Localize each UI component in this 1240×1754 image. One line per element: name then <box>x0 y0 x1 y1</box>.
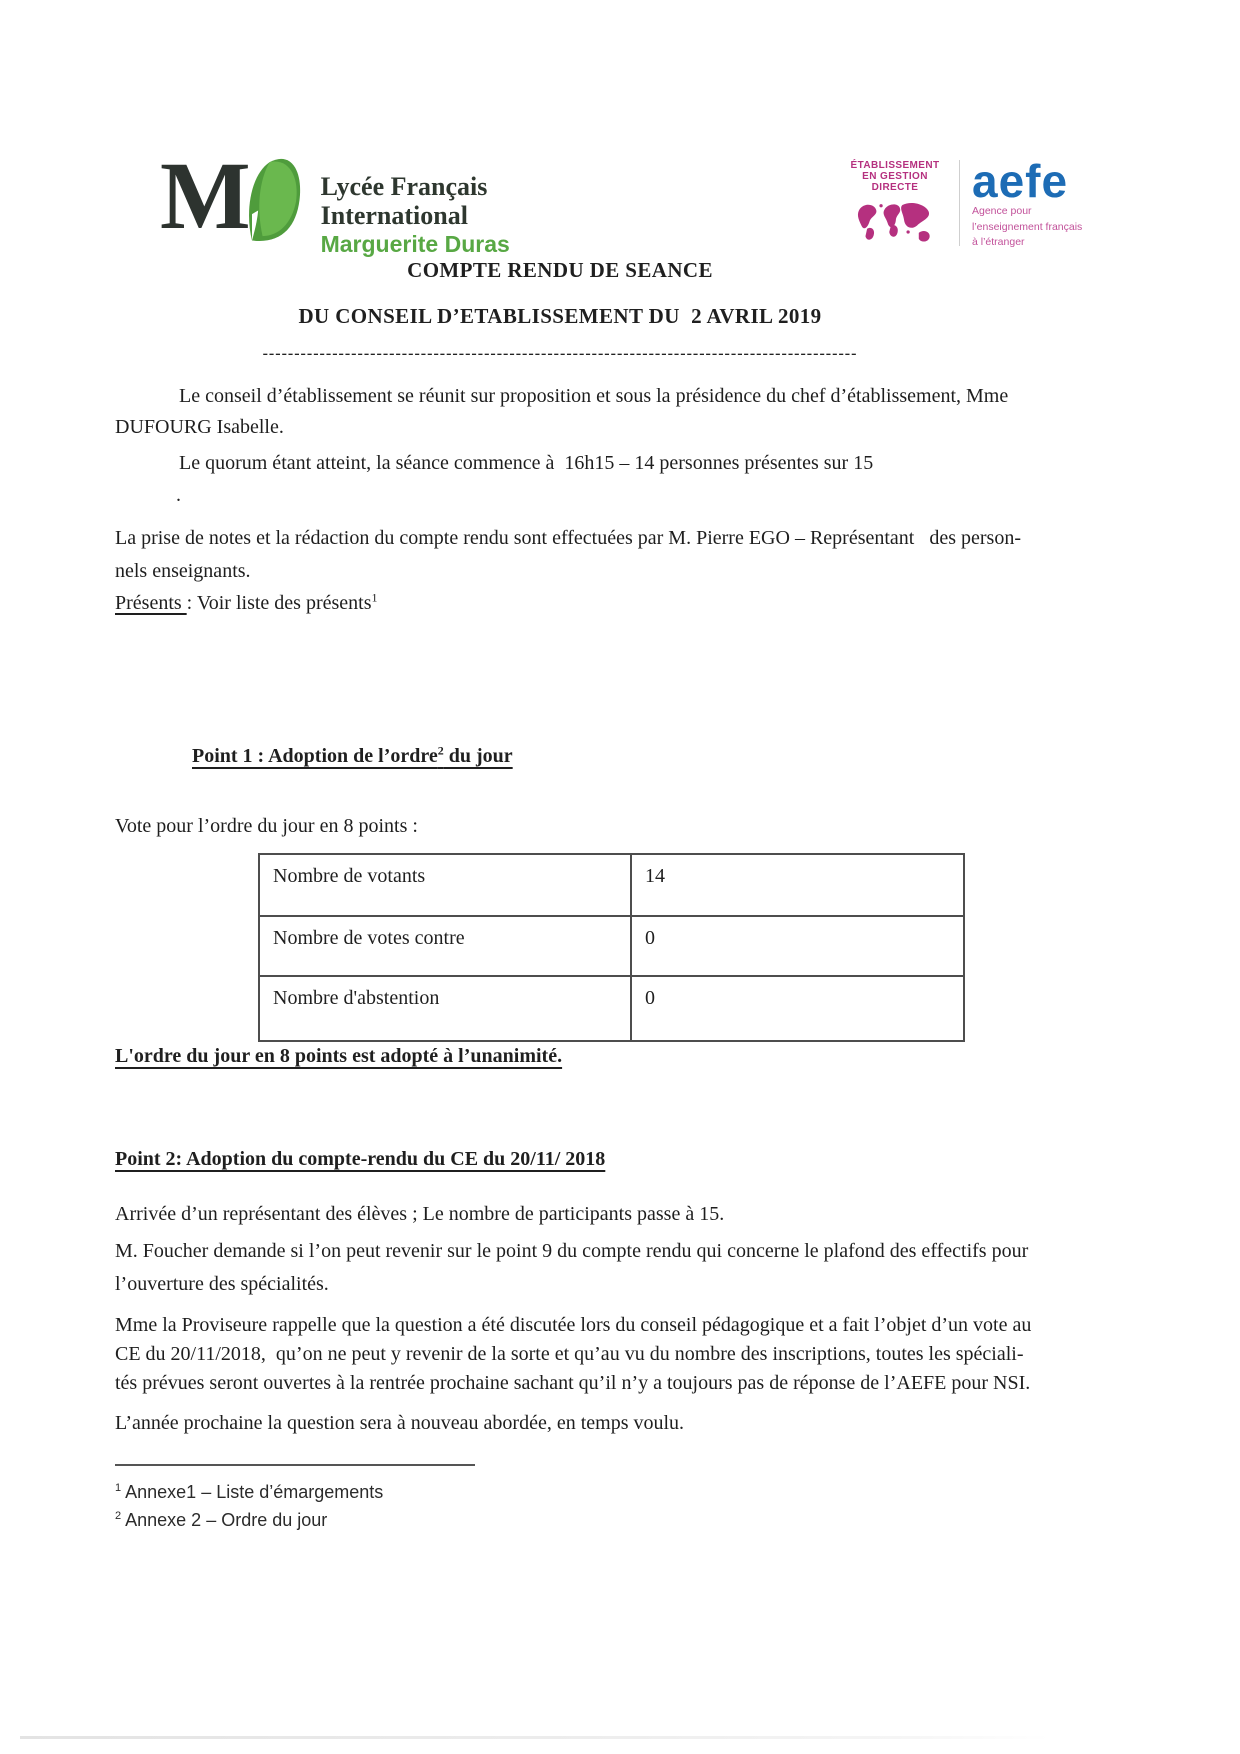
vote-results-table <box>258 853 965 1042</box>
leaf-d-icon <box>243 156 305 249</box>
logo-divider <box>959 160 960 246</box>
school-name-line1: Lycée Français <box>320 172 488 201</box>
vote-row1-label: Nombre de votants <box>259 854 631 916</box>
footnote-2-marker: 2 <box>115 1510 122 1522</box>
aefe-sub-line3: à l’étranger <box>972 236 1025 248</box>
aefe-sub-line2: l’enseignement français <box>972 220 1083 233</box>
paragraph-notes-line1: La prise de notes et la rédaction du compte rendu sont effectuées par M. Pierre EGO – Représentant des person- <box>115 527 1021 549</box>
footnote-2-text: Annexe 2 – Ordre du jour <box>121 1510 328 1530</box>
paragraph-proviseure-line2: CE du 20/11/2018, qu’on ne peut y revenir de la sorte et qu’au vu du nombre des inscriptions, toutes les spéciali- <box>115 1343 1024 1365</box>
school-name <box>321 172 510 257</box>
paragraph-quorum: Le quorum étant atteint, la séance commence à 16h15 – 14 personnes présentes sur 15 <box>179 452 874 474</box>
point1-footnote-ref: 2 <box>437 743 444 758</box>
adopted-statement: L'ordre du jour en 8 points est adopté à l’unanimité. <box>115 1045 563 1067</box>
school-name-line2: International <box>320 201 468 230</box>
world-map-icon <box>845 197 945 254</box>
footnote-2 <box>115 1510 327 1531</box>
school-logo <box>160 142 510 257</box>
vote-row3-value: 0 <box>631 976 964 1041</box>
vote-row2-label: Nombre de votes contre <box>259 916 631 976</box>
paragraph-convocation-line2: DUFOURG Isabelle. <box>115 416 284 438</box>
vote-row1-value: 14 <box>631 854 964 916</box>
paragraph-proviseure-line1: Mme la Proviseure rappelle que la question a été discutée lors du conseil pédagogique et a fait l’objet d’un vote au <box>115 1314 1032 1336</box>
paragraph-foucher-line1: M. Foucher demande si l’on peut revenir sur le point 9 du compte rendu qui concerne le plafond des effectifs pour <box>115 1240 1029 1262</box>
stray-period: . <box>176 484 181 506</box>
presents-line <box>115 592 377 615</box>
footnote-separator <box>115 1464 475 1466</box>
point2-heading: Point 2: Adoption du compte-rendu du CE du 20/11/ 2018 <box>115 1148 606 1170</box>
paragraph-convocation-line1: Le conseil d’établissement se réunit sur proposition et sous la présidence du chef d’établissement, Mme <box>179 385 1009 407</box>
table-row <box>259 916 964 976</box>
school-name-line3: Marguerite Duras <box>320 231 510 257</box>
footnote-1 <box>115 1482 383 1503</box>
scan-artifact-line <box>20 1736 1050 1739</box>
vote-intro: Vote pour l’ordre du jour en 8 points : <box>115 815 418 837</box>
aefe-logo <box>845 155 1083 254</box>
aefe-tagline-line2: EN GESTION DIRECTE <box>862 171 928 193</box>
table-row <box>259 854 964 916</box>
footnote-1-marker: 1 <box>115 1482 122 1494</box>
paragraph-foucher-line2: l’ouverture des spécialités. <box>115 1273 329 1295</box>
aefe-tagline-line1: ÉTABLISSEMENT <box>850 160 940 171</box>
point1-heading <box>192 745 513 768</box>
presents-label: Présents <box>115 592 187 614</box>
title-line2: DU CONSEIL D’ETABLISSEMENT DU 2 AVRIL 2019 <box>298 304 822 328</box>
table-row <box>259 976 964 1041</box>
presents-footnote-ref: 1 <box>371 590 378 605</box>
aefe-wordmark: aefe <box>972 155 1069 207</box>
presents-rest: : Voir liste des présents <box>186 592 372 614</box>
point1-heading-text: Point 1 : Adoption de l’ordre <box>192 745 438 767</box>
vote-row2-value: 0 <box>631 916 964 976</box>
point1-heading-tail: du jour <box>443 745 513 767</box>
dashed-separator: ---------------------------------------------------------------------------------------------- <box>262 345 858 362</box>
aefe-sub-line1: Agence pour <box>972 205 1032 217</box>
school-monogram-m: M <box>160 142 247 249</box>
vote-row3-label: Nombre d'abstention <box>259 976 631 1041</box>
paragraph-annee-prochaine: L’année prochaine la question sera à nouveau abordée, en temps voulu. <box>115 1412 685 1434</box>
title-line1: COMPTE RENDU DE SEANCE <box>407 258 713 282</box>
paragraph-proviseure-line3: tés prévues seront ouvertes à la rentrée prochaine sachant qu’il n’y a toujours pas de réponse de l’AEFE pour NSI. <box>115 1372 1031 1394</box>
paragraph-notes-line2: nels enseignants. <box>115 560 251 582</box>
paragraph-arrivee: Arrivée d’un représentant des élèves ; Le nombre de participants passe à 15. <box>115 1203 725 1225</box>
document-title <box>105 258 1015 363</box>
footnote-1-text: Annexe1 – Liste d’émargements <box>121 1482 384 1502</box>
